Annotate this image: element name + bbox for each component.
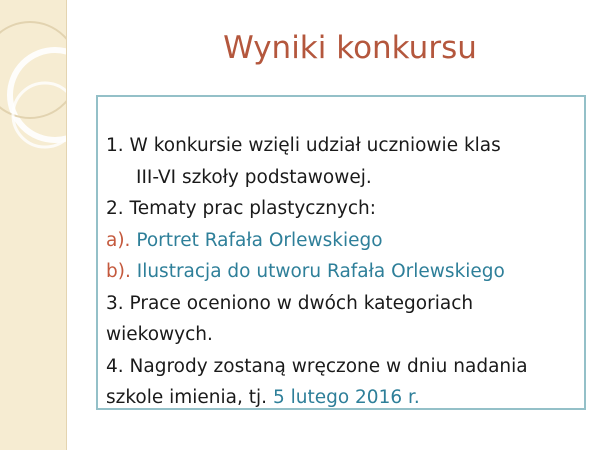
item-text: 4. Nagrody zostaną wręczone w dniu nadania bbox=[106, 355, 528, 377]
list-item bbox=[106, 351, 582, 383]
item-text: szkole imienia, tj. bbox=[106, 387, 268, 408]
item-list bbox=[106, 130, 582, 414]
list-item bbox=[106, 162, 582, 194]
item-text: 1. W konkursie wzięli udział uczniowie klas bbox=[106, 135, 501, 156]
list-item bbox=[106, 382, 582, 414]
item-text: wiekowych. bbox=[106, 324, 213, 345]
item-text: 2. Tematy prac plastycznych: bbox=[106, 198, 376, 219]
date-highlight: 5 lutego 2016 r. bbox=[272, 387, 420, 408]
list-item bbox=[106, 193, 582, 225]
item-text: Ilustracja do utworu Rafała Orlewskiego bbox=[136, 261, 505, 282]
item-prefix: a). bbox=[106, 229, 131, 251]
list-item bbox=[106, 256, 582, 288]
decorative-side-strip bbox=[0, 0, 67, 450]
item-text: Portret Rafała Orlewskiego bbox=[136, 229, 383, 251]
item-text: 3. Prace oceniono w dwóch kategoriach bbox=[106, 292, 474, 314]
content-box bbox=[96, 95, 586, 410]
list-item bbox=[106, 130, 582, 162]
list-item bbox=[106, 319, 582, 351]
decorative-circles-icon bbox=[0, 0, 66, 450]
list-item bbox=[106, 288, 582, 320]
item-prefix: b). bbox=[106, 261, 131, 282]
list-item bbox=[106, 225, 582, 257]
item-text: III-VI szkoły podstawowej. bbox=[136, 166, 372, 188]
slide-title: Wyniki konkursu bbox=[223, 30, 477, 66]
